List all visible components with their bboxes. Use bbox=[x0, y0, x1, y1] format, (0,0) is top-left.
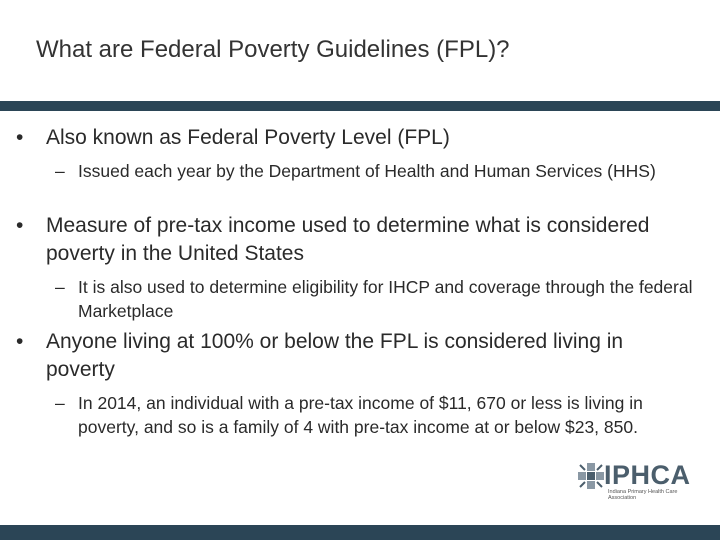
bullet-text: Anyone living at 100% or below the FPL is considered living in poverty bbox=[46, 330, 624, 381]
sub-bullet-item bbox=[55, 159, 703, 183]
iphca-logo bbox=[578, 460, 696, 505]
sub-bullet-text: Issued each year by the Department of Health and Human Services (HHS) bbox=[78, 161, 656, 181]
bullet-text: Measure of pre-tax income used to determine what is considered poverty in the United States bbox=[46, 214, 650, 265]
footer-bar bbox=[0, 525, 720, 540]
logo-wordmark: IPHCA bbox=[604, 460, 691, 490]
bullet-marker: • bbox=[16, 126, 24, 149]
sub-bullet-item bbox=[55, 391, 703, 439]
sub-bullet-item bbox=[55, 275, 703, 323]
dash-marker: – bbox=[55, 277, 65, 297]
dash-marker: – bbox=[55, 161, 65, 181]
bullet-text: Also known as Federal Poverty Level (FPL) bbox=[46, 126, 450, 149]
iphca-logo-mark-icon bbox=[578, 463, 604, 489]
bullet-item bbox=[16, 328, 696, 384]
slide-title: What are Federal Poverty Guidelines (FPL)? bbox=[36, 36, 510, 63]
bullet-item bbox=[16, 124, 696, 152]
logo-tagline: Indiana Primary Health Care Association bbox=[608, 489, 678, 501]
sub-bullet-text: It is also used to determine eligibility for IHCP and coverage through the federal Marketplace bbox=[78, 277, 693, 321]
sub-bullet-text: In 2014, an individual with a pre-tax income of $11, 670 or less is living in poverty, and so is a family of 4 with pre-tax income at or below $23, 850. bbox=[78, 393, 643, 437]
dash-marker: – bbox=[55, 393, 65, 413]
header-divider-bar bbox=[0, 101, 720, 111]
bullet-item bbox=[16, 212, 696, 268]
bullet-marker: • bbox=[16, 214, 24, 237]
bullet-marker: • bbox=[16, 330, 24, 353]
